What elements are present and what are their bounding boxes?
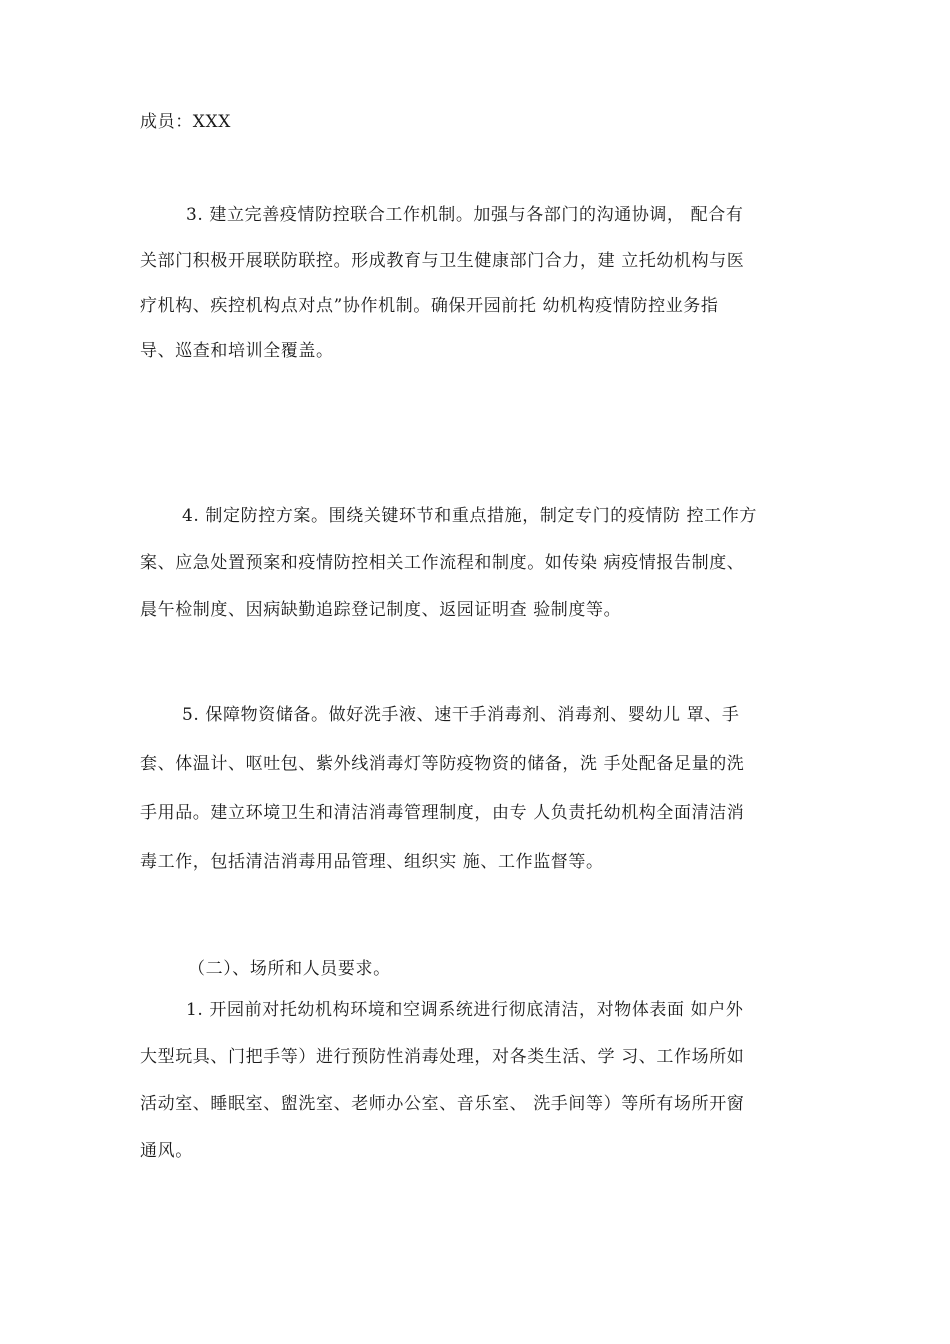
paragraph-line: 4. 制定防控方案。围绕关键环节和重点措施，制定专门的疫情防 控工作方	[182, 506, 758, 526]
paragraph-line: 5. 保障物资储备。做好洗手液、速干手消毒剂、消毒剂、婴幼儿 罩、手	[182, 705, 740, 725]
paragraph-line: 导、巡查和培训全覆盖。	[140, 341, 334, 361]
section-4	[140, 504, 812, 622]
item-1	[140, 998, 812, 1163]
section-heading: （二）、场所和人员要求。	[188, 959, 391, 979]
paragraph-line: 手用品。建立环境卫生和清洁消毒管理制度，由专 人负责托幼机构全面清洁消	[140, 803, 745, 823]
heading-section-2	[140, 957, 812, 981]
section-5	[140, 703, 812, 874]
paragraph-line: 套、体温计、呕吐包、紫外线消毒灯等防疫物资的储备，洗 手处配备足量的洗	[140, 754, 745, 774]
paragraph-line: 案、应急处置预案和疫情防控相关工作流程和制度。如传染 病疫情报告制度、	[140, 553, 745, 573]
paragraph-line: 1. 开园前对托幼机构环境和空调系统进行彻底清洁，对物体表面 如户外	[186, 1000, 744, 1020]
paragraph-line: 关部门积极开展联防联控。形成教育与卫生健康部门合力，建 立托幼机构与医	[140, 251, 745, 271]
section-3	[140, 203, 812, 363]
paragraph-line: 活动室、睡眠室、盥洗室、老师办公室、音乐室、 洗手间等）等所有场所开窗	[140, 1094, 745, 1114]
members-line	[140, 110, 812, 134]
paragraph-line: 晨午检制度、因病缺勤追踪登记制度、返园证明查 验制度等。	[140, 600, 622, 620]
paragraph-line: 疗机构、疾控机构点对点”协作机制。确保开园前托 幼机构疫情防控业务指	[140, 296, 719, 316]
paragraph-line: 毒工作，包括清洁消毒用品管理、组织实 施、工作监督等。	[140, 852, 604, 872]
paragraph-line: 通风。	[140, 1141, 193, 1161]
members-text: 成员：XXX	[140, 112, 231, 132]
paragraph-line: 大型玩具、门把手等）进行预防性消毒处理，对各类生活、学 习、工作场所如	[140, 1047, 745, 1067]
paragraph-line: 3. 建立完善疫情防控联合工作机制。加强与各部门的沟通协调， 配合有	[186, 205, 744, 225]
